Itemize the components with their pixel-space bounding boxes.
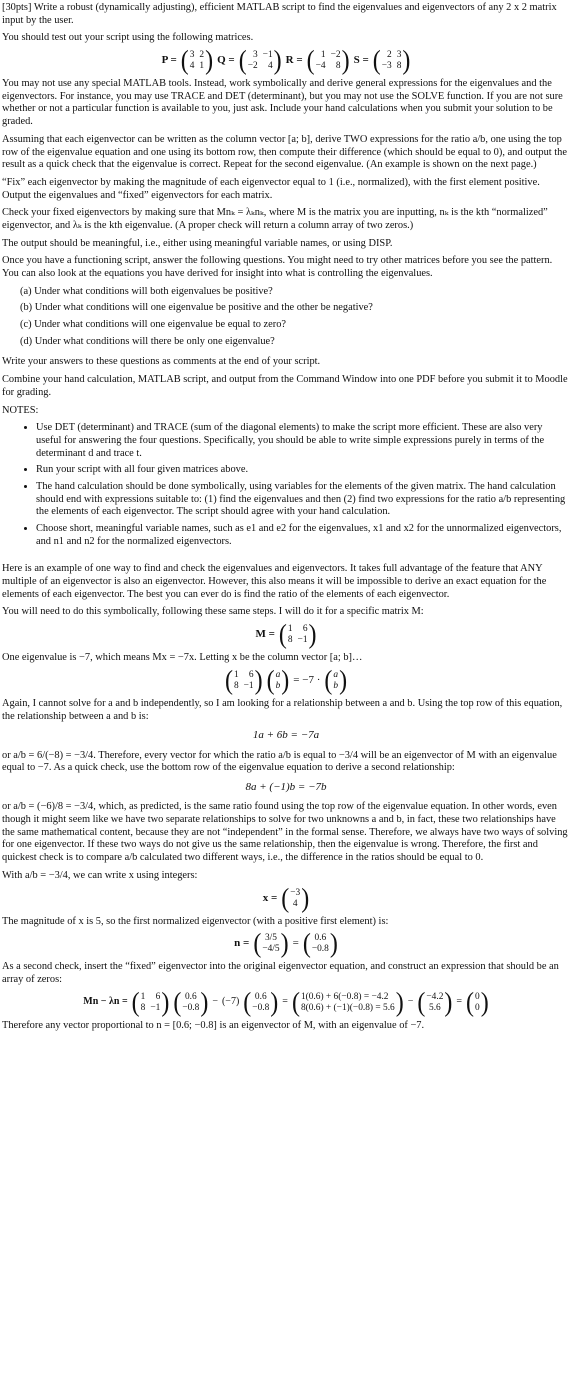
paragraph-ratio: Assuming that each eigenvector can be written as the column vector [a; b], derive TWO expressions for the ratio a/b, one using the top row of the eigenvalue equation and one using its bottom row, then compute their difference (which should be equal to 0), and output the result as a quick check that the eigenvalue is correct. Repeat for the second eigenvalue. (An example is shown on the next page.) bbox=[2, 133, 567, 171]
example-second-check: As a second check, insert the “fixed” eigenvector into the original eigenvector equation, and construct an expression that should be an array of zeros: bbox=[2, 961, 559, 985]
check-rows: ( 1(0.6) + 6(−0.8) = −4.2 8(0.6) + (−1)(−0.8) = 5.6 ) bbox=[291, 987, 404, 1018]
equation-bottom-row: 8a + (−1)b = −7b bbox=[245, 780, 327, 793]
list-item: • Use DET (determinant) and TRACE (sum of the diagonal elements) to make the script more efficient. These are also very useful for answering the four questions. Specifically, you should be able to write simple expressions purely in terms of the determinant d and trace t. bbox=[36, 422, 570, 460]
matrix-r-label: R = bbox=[285, 54, 303, 67]
matrix-s-label: S = bbox=[353, 54, 369, 67]
list-item: (c) Under what conditions will one eigenvalue be equal to zero? bbox=[20, 319, 287, 331]
lambda-value: (−7) bbox=[221, 996, 240, 1008]
list-item: (b) Under what conditions will one eigenvalue be positive and the other be negative? bbox=[20, 302, 373, 314]
vector-x: ( −3 4 ) bbox=[281, 883, 310, 914]
vector-ab-rhs: ( a b ) bbox=[324, 665, 348, 696]
list-item: • Choose short, meaningful variable names, such as e1 and e2 for the eigenvalues, x1 and x2 for the unnormalized eigenvectors, and n1 and n2 for the normalized eigenvectors. bbox=[36, 523, 570, 548]
list-item: • Run your script with all four given matrices above. bbox=[36, 464, 570, 477]
vector-x-label: x = bbox=[262, 891, 278, 904]
matrix-m-copy: ( 1 6 8 −1 ) bbox=[224, 665, 263, 696]
example-conclusion: Therefore any vector proportional to n = [0.6; −0.8] is an eigenvector of M, with an eigenvalue of −7. bbox=[2, 1019, 425, 1031]
notes-list bbox=[2, 422, 570, 548]
vector-n-decimal: ( 0.6 −0.8 ) bbox=[302, 929, 338, 960]
equation-top-row: 1a + 6b = −7a bbox=[252, 729, 320, 742]
matrix-m: ( 1 6 8 −1 ) bbox=[278, 620, 317, 651]
check-result: ( −4.2 5.6 ) bbox=[417, 987, 453, 1018]
paragraph-output: The output should be meaningful, i.e., either using meaningful variable names, or using DISP. bbox=[2, 237, 393, 249]
paragraph-fix: “Fix” each eigenvector by making the magnitude of each eigenvector equal to 1 (i.e., normalized), with the first element positive. Output the eigenvalues and “fixed” eigenvectors for each matrix. bbox=[2, 176, 540, 201]
list-item: (d) Under what conditions will there be only one eigenvalue? bbox=[20, 335, 275, 347]
zero-vector: ( 0 0 ) bbox=[466, 987, 489, 1018]
list-item: • The hand calculation should be done symbolically, using variables for the elements of the given matrix. The hand calculation should end with expressions suitable to: (1) find the eigenvalues and then (2) find two expressions for the ratio a/b representing the elements of each eigenvector. The script should agree with your hand calculation. bbox=[36, 481, 570, 519]
matrix-m-check: ( 1 6 8 −1 ) bbox=[131, 987, 170, 1018]
example-intro: Here is an example of one way to find and check the eigenvalues and eigenvectors. It takes full advantage of the feature that ANY multiple of an eigenvector is also an eigenvector. However, this also means it will be impossible to derive an exact equation for the elements of each eigenvector. The best you can ever do is find the ratio of the elements of each eigenvector. bbox=[2, 563, 547, 600]
matrix-q-label: Q = bbox=[217, 54, 235, 67]
paragraph-check: Check your fixed eigenvectors by making sure that Mnₖ = λₖnₖ, where M is the matrix you are inputting, nₖ is the kth “normalized” eigenvector, and λₖ is the kth eigenvalue. (A proper check will return a column array of two zeros.) bbox=[2, 207, 548, 231]
example-symbolic: You will need to do this symbolically, following these same steps. I will do it for a specific matrix M: bbox=[2, 606, 424, 618]
example-magnitude: The magnitude of x is 5, so the first normalized eigenvector (with a positive first element) is: bbox=[2, 915, 389, 927]
test-matrices bbox=[2, 46, 570, 77]
matrix-p-label: P = bbox=[161, 54, 177, 67]
example-integers: With a/b = −3/4, we can write x using integers: bbox=[2, 869, 198, 881]
notes-title: NOTES: bbox=[2, 404, 39, 416]
vector-ab: ( a b ) bbox=[266, 665, 290, 696]
matrix-q: ( 3 −1 −2 4 ) bbox=[238, 46, 282, 77]
check-equation: Mn − λn = ( 1 6 8 −1 ) ( 0.6 −0.8 ) − (−7) ( 0.6 −0.8 ) = ( 1(0.6) + 6(−0.8) = −4.2 8(0.6) + (−1)(−0.8) = 5.6 ) − ( −4.2 5.6 ) = ( 0 0 ) bbox=[83, 987, 489, 1018]
vector-n-equation: n = ( 3/5 −4/5 ) = ( 0.6 −0.8 ) bbox=[234, 929, 338, 960]
matrix-m-equation bbox=[2, 620, 570, 651]
paragraph-submit: Combine your hand calculation, MATLAB script, and output from the Command Window into one PDF before you submit it to Moodle for grading. bbox=[2, 374, 568, 398]
matrix-m-label: M = bbox=[255, 628, 275, 641]
example-ratio-bottom: or a/b = (−6)/8 = −3/4, which, as predicted, is the same ratio found using the top row of the eigenvalue equation. In other words, even though it might seem like we have two separate relationships to solve for two unknowns a and b, in fact, these two relationships have the same mathematical content, because they are not “independent” in the formal sense. Therefore, we always have two ways of solving for one eigenvector. If these two ways do not give us the same relationship, then the eigenvalue is wrong. Therefore, the first and quickest check is to compare a/b calculated two different ways, i.e., the difference in the ratios should be equal to 0. bbox=[2, 801, 568, 864]
example-relationship: Again, I cannot solve for a and b independently, so I am looking for a relationship between a and b. Using the top row of this equation, the relationship between a and b is: bbox=[2, 697, 563, 722]
vector-x-equation bbox=[2, 883, 570, 914]
paragraph-rules: You may not use any special MATLAB tools. Instead, work symbolically and derive general expressions for the eigenvalues and the eigenvectors. For instance, you may use TRACE and DET (determinant), but you may not use the SOLVE function. If you are not sure whether or not a particular function is available to you, just ask. Include your hand calculations when you submit your solution to be graded. bbox=[2, 78, 563, 128]
eigen-equation-mid: = −7 · bbox=[293, 674, 321, 687]
question-list bbox=[2, 286, 570, 349]
matrix-r: ( 1 −2 −4 8 ) bbox=[306, 46, 350, 77]
assignment-header: [30pts] Write a robust (dynamically adjusting), efficient MATLAB script to find the eigenvalues and eigenvectors of any 2 x 2 matrix input by the user. bbox=[2, 2, 557, 26]
check-label: Mn − λn = bbox=[83, 996, 128, 1008]
vector-n-check: ( 0.6 −0.8 ) bbox=[173, 987, 209, 1018]
test-instruction: You should test out your script using the following matrices. bbox=[2, 32, 254, 44]
matrix-p: ( 3 2 4 1 ) bbox=[180, 46, 214, 77]
matrix-s: ( 2 3 −3 8 ) bbox=[372, 46, 411, 77]
vector-n-label: n = bbox=[234, 937, 250, 950]
example-ratio-top: or a/b = 6/(−8) = −3/4. Therefore, every vector for which the ratio a/b is equal to −3/4 will be an eigenvector of M with an eigenvalue equal to −7. As a quick check, use the bottom row of the eigenvalue equation to derive a second relationship: bbox=[2, 749, 557, 774]
paragraph-questions-intro: Once you have a functioning script, answer the following questions. You might need to try other matrices before you see the pattern. You can also look at the equations you have derived for insight into what is controlling the eigenvalues. bbox=[2, 255, 553, 279]
paragraph-answers: Write your answers to these questions as comments at the end of your script. bbox=[2, 356, 321, 368]
example-eigenvalue: One eigenvalue is −7, which means Mx = −7x. Letting x be the column vector [a; b]… bbox=[2, 652, 363, 664]
eigen-equation bbox=[2, 665, 570, 696]
list-item: (a) Under what conditions will both eigenvalues be positive? bbox=[20, 285, 273, 297]
vector-n-fraction: ( 3/5 −4/5 ) bbox=[253, 929, 289, 960]
vector-n-check-2: ( 0.6 −0.8 ) bbox=[243, 987, 279, 1018]
